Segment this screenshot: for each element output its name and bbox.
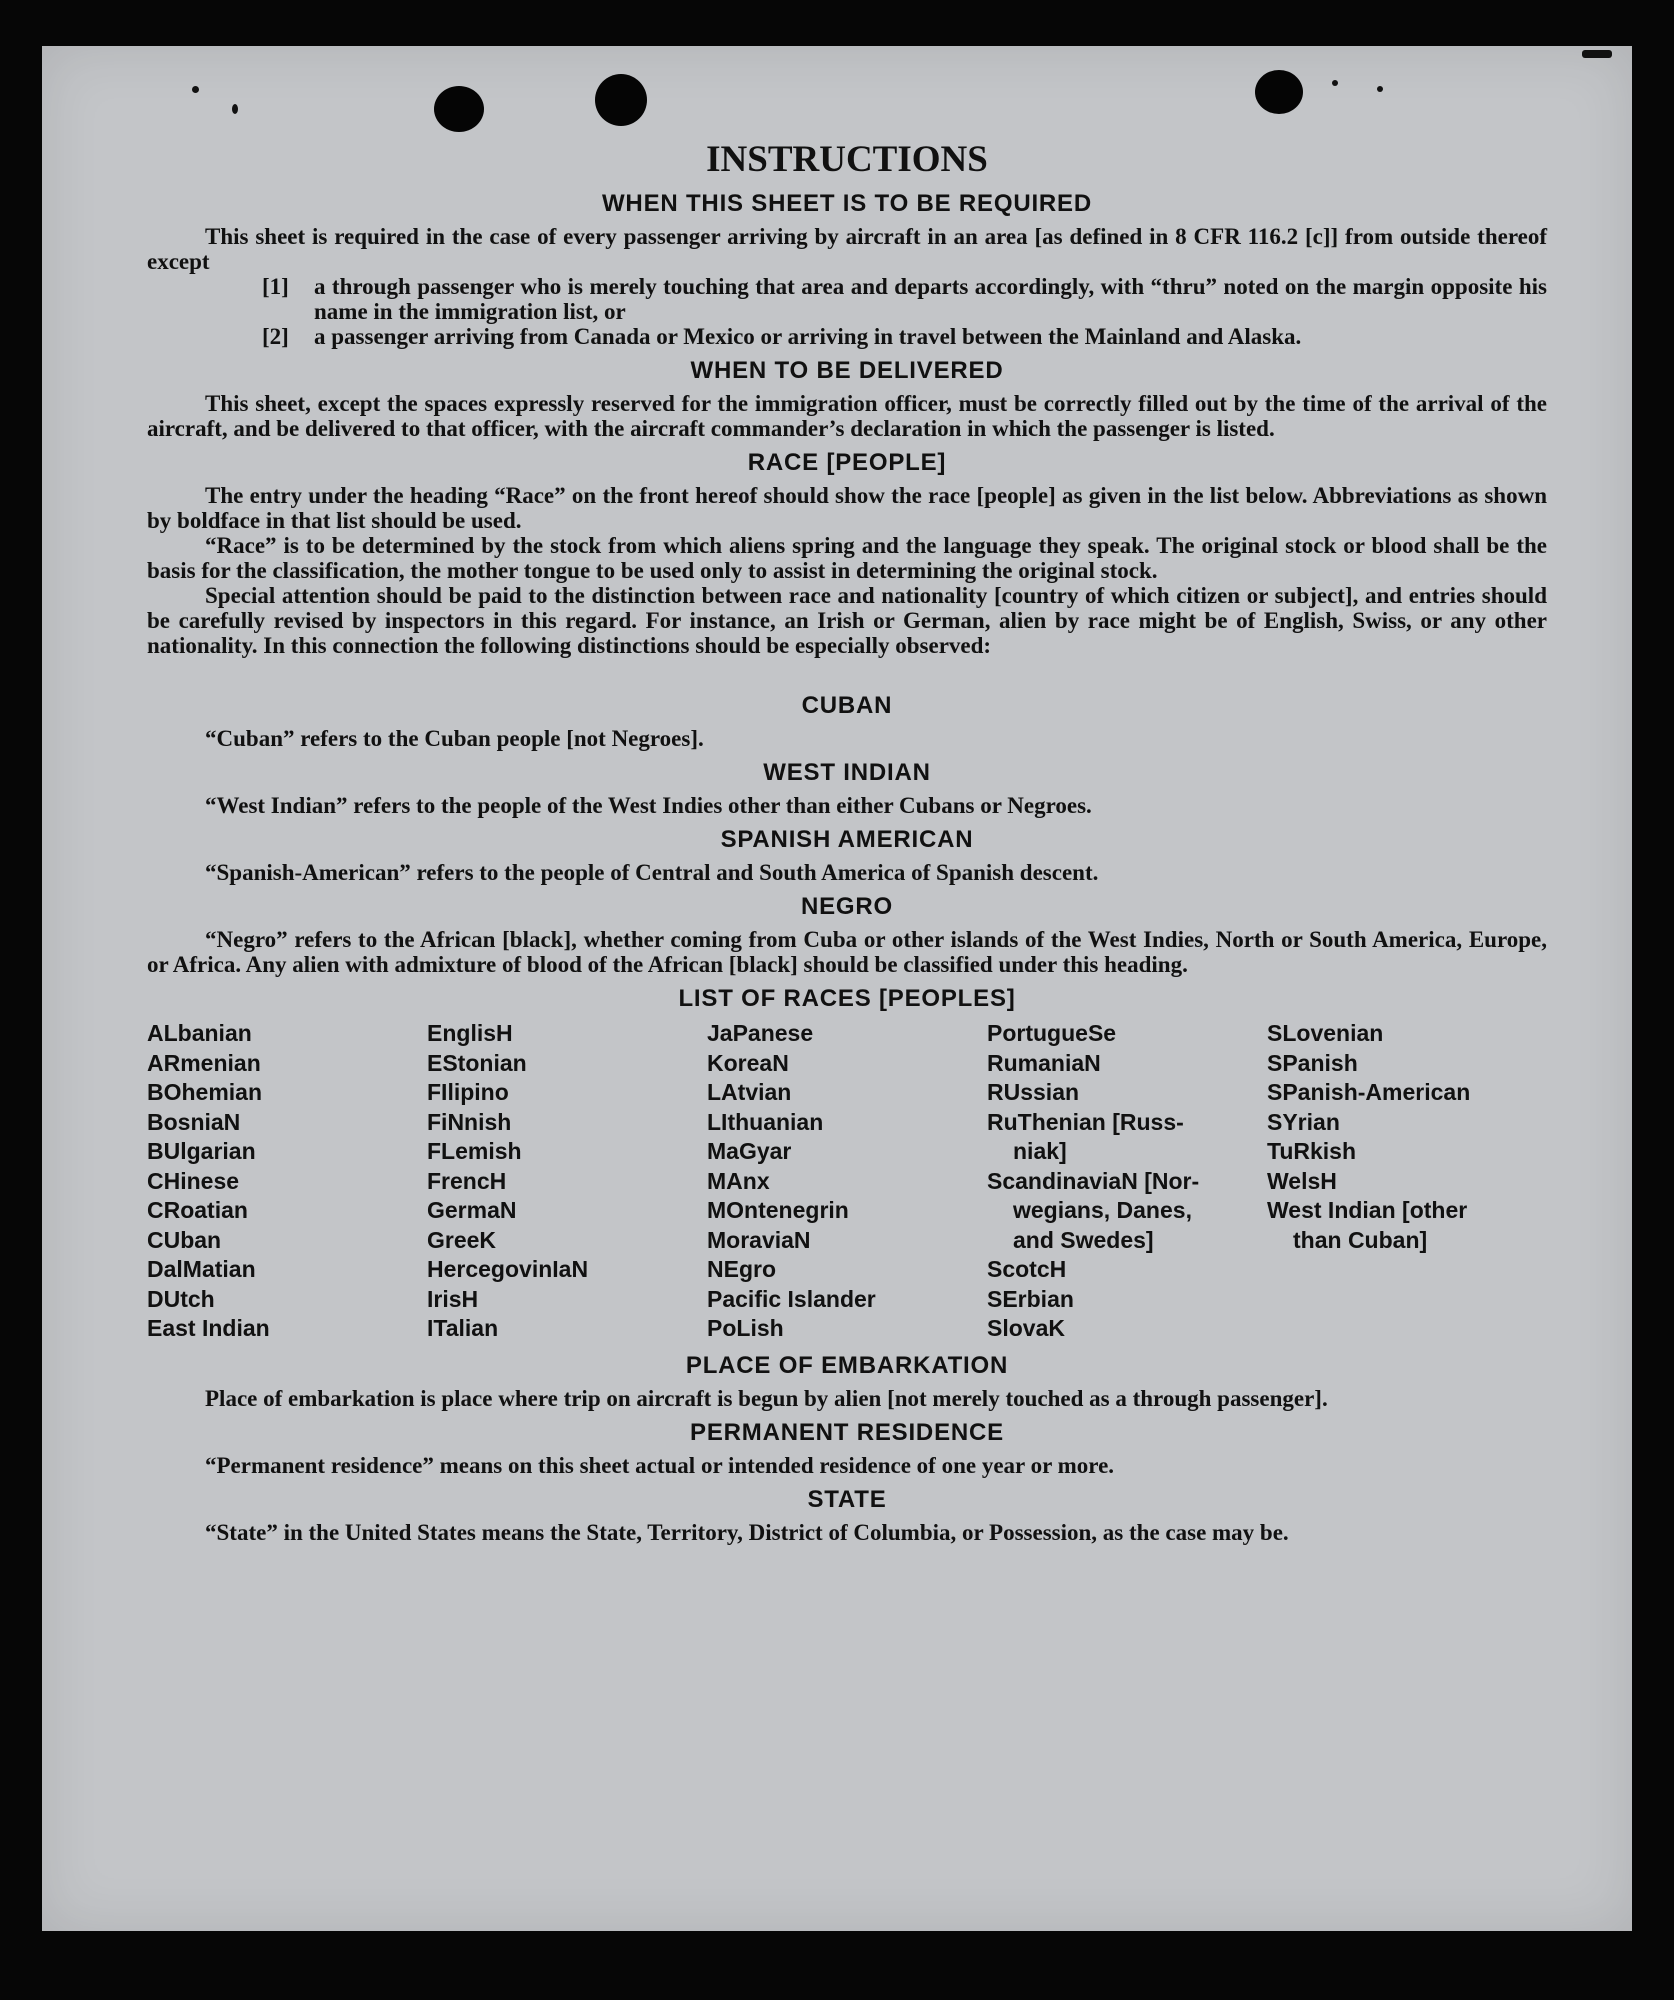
section-heading-list-of-races: LIST OF RACES [PEOPLES] <box>678 985 1016 1012</box>
race-entry: TuRkish <box>1267 1138 1357 1164</box>
race-entry: EStonian <box>427 1049 527 1076</box>
race-entry: ARmenian <box>147 1049 261 1076</box>
item-number: [2] <box>262 324 289 349</box>
speck <box>1582 50 1612 58</box>
item-text: a passenger arriving from Canada or Mexico or arriving in travel between the Mainland and Alaska. <box>314 324 1302 349</box>
section-heading-when-delivered: WHEN TO BE DELIVERED <box>690 357 1004 384</box>
paragraph: “State” in the United States means the State, Territory, District of Columbia, or Possession, as the case may be. <box>205 1519 1289 1545</box>
race-entry: MOntenegrin <box>707 1197 849 1223</box>
race-entry: RumaniaN <box>987 1049 1101 1076</box>
race-entry: FLemish <box>427 1138 522 1164</box>
paragraph: The entry under the heading “Race” on the front hereof should show the race [people] as given in the list below. Abbreviations as shown by boldface in that list should be used. <box>147 483 1547 533</box>
race-entry: KoreaN <box>707 1049 789 1076</box>
section-heading-state: STATE <box>807 1485 887 1513</box>
race-entry: PoLish <box>707 1315 784 1341</box>
race-entry: HercegovinIaN <box>427 1256 589 1282</box>
race-entry: WelsH <box>1267 1167 1337 1194</box>
race-entry: LIthuanian <box>707 1108 824 1135</box>
race-entry: FIlipino <box>427 1079 509 1105</box>
race-entry: Pacific Islander <box>707 1285 876 1312</box>
race-entry: ALbanian <box>147 1020 252 1046</box>
race-entry: CUban <box>147 1226 222 1253</box>
race-entry: BOhemian <box>147 1079 263 1105</box>
race-entry: GermaN <box>427 1197 517 1223</box>
race-entry: LAtvian <box>707 1079 792 1105</box>
race-entry: FiNnish <box>427 1108 512 1135</box>
paragraph: Place of embarkation is place where trip on aircraft is begun by alien [not merely touched as a through passenger]. <box>205 1385 1328 1411</box>
punch-hole <box>1255 70 1303 114</box>
race-entry: BUlgarian <box>147 1138 256 1164</box>
race-column <box>147 1019 427 1344</box>
speck <box>232 104 238 114</box>
list-item <box>262 274 1547 324</box>
speck <box>1332 80 1338 86</box>
section-heading-when-required: WHEN THIS SHEET IS TO BE REQUIRED <box>601 190 1092 217</box>
section-heading-permanent-residence: PERMANENT RESIDENCE <box>690 1418 1004 1446</box>
speck <box>1377 86 1383 92</box>
paragraph: This sheet is required in the case of every passenger arriving by aircraft in an area [as defined in 8 CFR 116.2 [c]] from outside thereof except <box>147 224 1547 274</box>
race-entry-continued: wegians, Danes, <box>1013 1197 1192 1223</box>
race-entry: ScotcH <box>987 1256 1067 1282</box>
section-heading-negro: NEGRO <box>800 893 893 920</box>
race-list <box>147 1019 1547 1344</box>
race-entry: DUtch <box>147 1285 215 1312</box>
race-entry: East Indian <box>147 1315 270 1341</box>
race-entry: MaGyar <box>707 1138 792 1164</box>
race-entry: SlovaK <box>987 1315 1065 1341</box>
section-heading-west-indian: WEST INDIAN <box>763 759 931 786</box>
race-entry: PortugueSe <box>987 1020 1117 1046</box>
race-entry: ScandinaviaN [Nor- <box>987 1167 1200 1194</box>
race-entry-continued: and Swedes] <box>1013 1226 1154 1253</box>
speck <box>192 86 199 93</box>
race-entry: FrencH <box>427 1167 507 1194</box>
paragraph: “Negro” refers to the African [black], whether coming from Cuba or other islands of the West Indies, North or South America, Europe, or Africa. Any alien with admixture of blood of the African [black] should be classified under this heading. <box>147 927 1547 977</box>
race-entry: RuThenian [Russ- <box>987 1108 1184 1135</box>
race-entry: BosniaN <box>147 1108 241 1135</box>
race-column <box>1267 1019 1547 1344</box>
paragraph: This sheet, except the spaces expressly reserved for the immigration officer, must be correctly filled out by the time of the arrival of the aircraft, and be delivered to that officer, with the aircraft commander’s declaration in which the passenger is listed. <box>147 391 1547 441</box>
race-entry: SYrian <box>1267 1108 1340 1135</box>
race-entry: ITalian <box>427 1315 499 1341</box>
section-heading-place-of-embarkation: PLACE OF EMBARKATION <box>685 1351 1009 1379</box>
race-entry: GreeK <box>427 1226 497 1253</box>
race-entry-continued: niak] <box>1013 1138 1067 1164</box>
race-entry: SPanish <box>1267 1049 1358 1076</box>
item-number: [1] <box>262 274 289 299</box>
race-column <box>987 1019 1267 1344</box>
race-entry: CHinese <box>147 1167 240 1194</box>
race-entry: West Indian [other <box>1267 1197 1468 1223</box>
race-entry: SErbian <box>987 1285 1074 1312</box>
instructions-content <box>147 138 1547 1545</box>
race-entry: MAnx <box>707 1167 770 1194</box>
race-entry: NEgro <box>707 1256 776 1282</box>
section-heading-race: RACE [PEOPLE] <box>747 449 947 476</box>
punch-hole <box>595 74 647 126</box>
race-entry: CRoatian <box>147 1197 248 1223</box>
punch-hole <box>434 86 484 132</box>
race-entry: SPanish-American <box>1267 1079 1471 1105</box>
item-text: a through passenger who is merely touching that area and departs accordingly, with “thru” noted on the margin opposite his name in the immigration list, or <box>314 274 1547 324</box>
race-entry: JaPanese <box>707 1020 814 1046</box>
paragraph: “Cuban” refers to the Cuban people [not Negroes]. <box>205 726 704 751</box>
race-column <box>707 1019 987 1344</box>
list-item <box>262 324 1547 349</box>
page-title: INSTRUCTIONS <box>706 139 988 180</box>
section-heading-cuban: CUBAN <box>801 692 893 719</box>
race-entry: MoraviaN <box>707 1226 811 1253</box>
paragraph: “Spanish-American” refers to the people of Central and South America of Spanish descent. <box>205 860 1099 885</box>
race-entry: DalMatian <box>147 1256 256 1282</box>
paragraph: “West Indian” refers to the people of the West Indies other than either Cubans or Negroes. <box>205 793 1092 818</box>
paragraph: Special attention should be paid to the distinction between race and nationality [country of which citizen or subject], and entries should be carefully revised by inspectors in this regard. For instance, an Irish or German, alien by race might be of English, Swiss, or any other nationality. In this connection the following distinctions should be especially observed: <box>147 583 1547 658</box>
race-column <box>427 1019 707 1344</box>
paragraph: “Permanent residence” means on this sheet actual or intended residence of one year or more. <box>205 1452 1115 1478</box>
document-sheet <box>42 46 1632 1931</box>
race-entry: SLovenian <box>1267 1020 1384 1046</box>
race-entry: RUssian <box>987 1079 1080 1105</box>
section-heading-spanish-american: SPANISH AMERICAN <box>720 826 974 853</box>
race-entry-continued: than Cuban] <box>1293 1226 1428 1253</box>
race-entry: IrisH <box>427 1285 479 1312</box>
race-entry: EnglisH <box>427 1020 513 1046</box>
paragraph: “Race” is to be determined by the stock from which aliens spring and the language they speak. The original stock or blood shall be the basis for the classification, the mother tongue to be used only to assist in determining the original stock. <box>147 533 1547 583</box>
